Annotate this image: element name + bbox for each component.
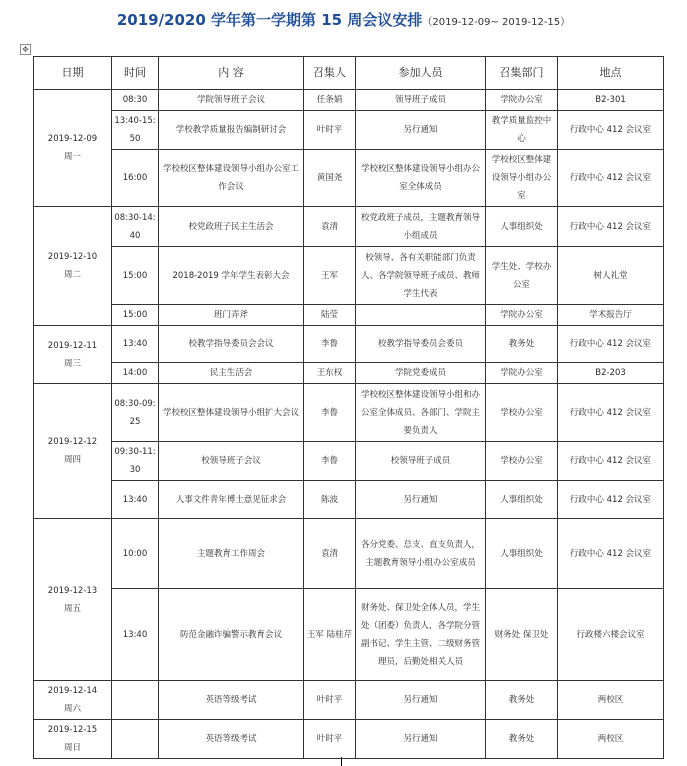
convener-cell: 任条娟	[304, 90, 356, 111]
header-time: 时间	[112, 57, 159, 90]
department-cell: 学院办公室	[486, 90, 558, 111]
convener-cell: 李鲁	[304, 442, 356, 481]
content-cell: 防范金融诈骗警示教育会议	[159, 589, 304, 681]
attendees-cell: 另行通知	[356, 111, 486, 150]
location-cell: B2-301	[558, 90, 664, 111]
content-cell: 校教学指导委员会会议	[159, 326, 304, 363]
convener-cell: 李鲁	[304, 326, 356, 363]
convener-cell: 陆莹	[304, 305, 356, 326]
location-cell: 行政中心 412 会议室	[558, 111, 664, 150]
content-cell: 人事文件青年博士意见征求会	[159, 481, 304, 519]
location-cell: 行政中心 412 会议室	[558, 481, 664, 519]
day-date: 2019-12-14	[47, 686, 98, 696]
convener-cell: 袁清	[304, 207, 356, 247]
day-cell	[34, 90, 112, 207]
location-cell: 行政中心 412 会议室	[558, 384, 664, 442]
content-cell: 校领导班子会议	[159, 442, 304, 481]
convener-cell: 叶时平	[304, 720, 356, 759]
location-cell: 两校区	[558, 681, 664, 720]
content-cell: 学校校区整体建设领导小组扩大会议	[159, 384, 304, 442]
table-move-handle-icon[interactable]: ✥	[20, 44, 31, 55]
time-cell: 10:00	[112, 519, 159, 589]
content-cell: 2018-2019 学年学生表彰大会	[159, 247, 304, 305]
day-weekday: 周二	[63, 270, 81, 280]
convener-cell: 叶时平	[304, 681, 356, 720]
location-cell: 行政中心 412 会议室	[558, 150, 664, 207]
table-row	[34, 363, 664, 384]
content-cell: 学校教学质量报告编制研讨会	[159, 111, 304, 150]
day-weekday: 周五	[63, 603, 81, 614]
table-row	[34, 150, 664, 207]
attendees-cell: 领导班子成员	[356, 90, 486, 111]
department-cell: 学生处、学校办公室	[486, 247, 558, 305]
location-cell: 行政中心 412 会议室	[558, 442, 664, 481]
table-row	[34, 305, 664, 326]
attendees-cell: 另行通知	[356, 720, 486, 759]
department-cell: 学院办公室	[486, 305, 558, 326]
department-cell: 教务处	[486, 681, 558, 720]
content-cell: 校党政班子民主生活会	[159, 207, 304, 247]
location-cell: 两校区	[558, 720, 664, 759]
time-cell: 08:30-14:40	[112, 207, 159, 247]
attendees-cell: 学校校区整体建设领导小组和办公室全体成员、各部门、学院主要负责人	[356, 384, 486, 442]
convener-cell: 王军 陆桂芹	[304, 589, 356, 681]
day-cell	[34, 384, 112, 519]
time-cell: 14:00	[112, 363, 159, 384]
attendees-cell: 校教学指导委员会委员	[356, 326, 486, 363]
attendees-cell: 校领导、各有关职能部门负责人、各学院领导班子成员、教师学生代表	[356, 247, 486, 305]
convener-cell: 陈波	[304, 481, 356, 519]
department-cell: 学校办公室	[486, 442, 558, 481]
header-content: 内 容	[159, 57, 304, 90]
table-row	[34, 384, 664, 442]
time-cell: 15:00	[112, 305, 159, 326]
convener-cell: 王东权	[304, 363, 356, 384]
convener-cell: 李鲁	[304, 384, 356, 442]
time-cell: 13:40	[112, 326, 159, 363]
time-cell	[112, 681, 159, 720]
day-weekday: 周六	[63, 704, 81, 714]
document-title	[0, 9, 687, 30]
time-cell: 16:00	[112, 150, 159, 207]
day-cell	[34, 720, 112, 759]
content-cell: 英语等级考试	[159, 681, 304, 720]
table-row	[34, 720, 664, 759]
day-weekday: 周三	[63, 358, 81, 369]
table-row	[34, 90, 664, 111]
title-main: 2019/2020 学年第一学期第 15 周会议安排	[116, 11, 423, 29]
attendees-cell: 另行通知	[356, 681, 486, 720]
title-date-range: （2019-12-09~ 2019-12-15）	[422, 17, 571, 28]
day-weekday: 周四	[63, 455, 81, 465]
department-cell: 财务处 保卫处	[486, 589, 558, 681]
time-cell: 15:00	[112, 247, 159, 305]
day-cell	[34, 326, 112, 384]
table-row	[34, 247, 664, 305]
time-cell: 13:40	[112, 481, 159, 519]
convener-cell: 袁清	[304, 519, 356, 589]
content-cell: 班门弄斧	[159, 305, 304, 326]
day-date: 2019-12-09	[47, 134, 98, 144]
attendees-cell	[356, 305, 486, 326]
table-row	[34, 207, 664, 247]
content-cell: 英语等级考试	[159, 720, 304, 759]
location-cell: 行政中心 412 会议室	[558, 207, 664, 247]
time-cell: 09:30-11:30	[112, 442, 159, 481]
day-date: 2019-12-12	[47, 437, 98, 447]
header-attendees: 参加人员	[356, 57, 486, 90]
header-convener: 召集人	[304, 57, 356, 90]
attendees-cell: 学院党委成员	[356, 363, 486, 384]
day-date: 2019-12-15	[47, 725, 98, 735]
location-cell: 行政楼六楼会议室	[558, 589, 664, 681]
day-cell	[34, 681, 112, 720]
location-cell: 行政中心 412 会议室	[558, 326, 664, 363]
table-row	[34, 326, 664, 363]
time-cell: 13:40	[112, 589, 159, 681]
location-cell: 行政中心 412 会议室	[558, 519, 664, 589]
time-cell: 08:30	[112, 90, 159, 111]
content-cell: 学校校区整体建设领导小组办公室工作会议	[159, 150, 304, 207]
attendees-cell: 另行通知	[356, 481, 486, 519]
department-cell: 教务处	[486, 326, 558, 363]
location-cell: 学术报告厅	[558, 305, 664, 326]
convener-cell: 叶时平	[304, 111, 356, 150]
day-weekday: 周一	[63, 152, 81, 162]
time-cell: 13:40-15:50	[112, 111, 159, 150]
table-row	[34, 111, 664, 150]
attendees-cell: 学校校区整体建设领导小组办公室全体成员	[356, 150, 486, 207]
table-row	[34, 519, 664, 589]
attendees-cell: 财务处、保卫处全体人员，学生处（团委）负责人，各学院分管副书记、学生主管、二级财务管理员，后勤处相关人员	[356, 589, 486, 681]
header-location: 地点	[558, 57, 664, 90]
header-date: 日期	[34, 57, 112, 90]
department-cell: 人事组织处	[486, 207, 558, 247]
header-row	[34, 57, 664, 90]
table-row	[34, 681, 664, 720]
table-row	[34, 442, 664, 481]
department-cell: 人事组织处	[486, 481, 558, 519]
department-cell: 教务处	[486, 720, 558, 759]
time-cell	[112, 720, 159, 759]
day-cell	[34, 207, 112, 326]
location-cell: B2-203	[558, 363, 664, 384]
day-date: 2019-12-13	[47, 585, 98, 596]
day-date: 2019-12-11	[47, 340, 98, 351]
department-cell: 人事组织处	[486, 519, 558, 589]
schedule-table	[33, 56, 664, 759]
day-date: 2019-12-10	[47, 252, 98, 262]
attendees-cell: 各分党委、总支、直支负责人，主题教育领导小组办公室成员	[356, 519, 486, 589]
convener-cell: 黄国尧	[304, 150, 356, 207]
department-cell: 学院办公室	[486, 363, 558, 384]
content-cell: 主题教育工作周会	[159, 519, 304, 589]
location-cell: 树人礼堂	[558, 247, 664, 305]
time-cell: 08:30-09:25	[112, 384, 159, 442]
department-cell: 教学质量监控中心	[486, 111, 558, 150]
attendees-cell: 校领导班子成员	[356, 442, 486, 481]
attendees-cell: 校党政班子成员，主题教育领导小组成员	[356, 207, 486, 247]
content-cell: 学院领导班子会议	[159, 90, 304, 111]
header-department: 召集部门	[486, 57, 558, 90]
convener-cell: 王军	[304, 247, 356, 305]
content-cell: 民主生活会	[159, 363, 304, 384]
department-cell: 学校办公室	[486, 384, 558, 442]
schedule-body	[34, 90, 664, 759]
table-row	[34, 481, 664, 519]
text-cursor	[341, 757, 342, 766]
department-cell: 学校校区整体建设领导小组办公室	[486, 150, 558, 207]
table-row	[34, 589, 664, 681]
day-weekday: 周日	[63, 743, 81, 753]
day-cell	[34, 519, 112, 681]
